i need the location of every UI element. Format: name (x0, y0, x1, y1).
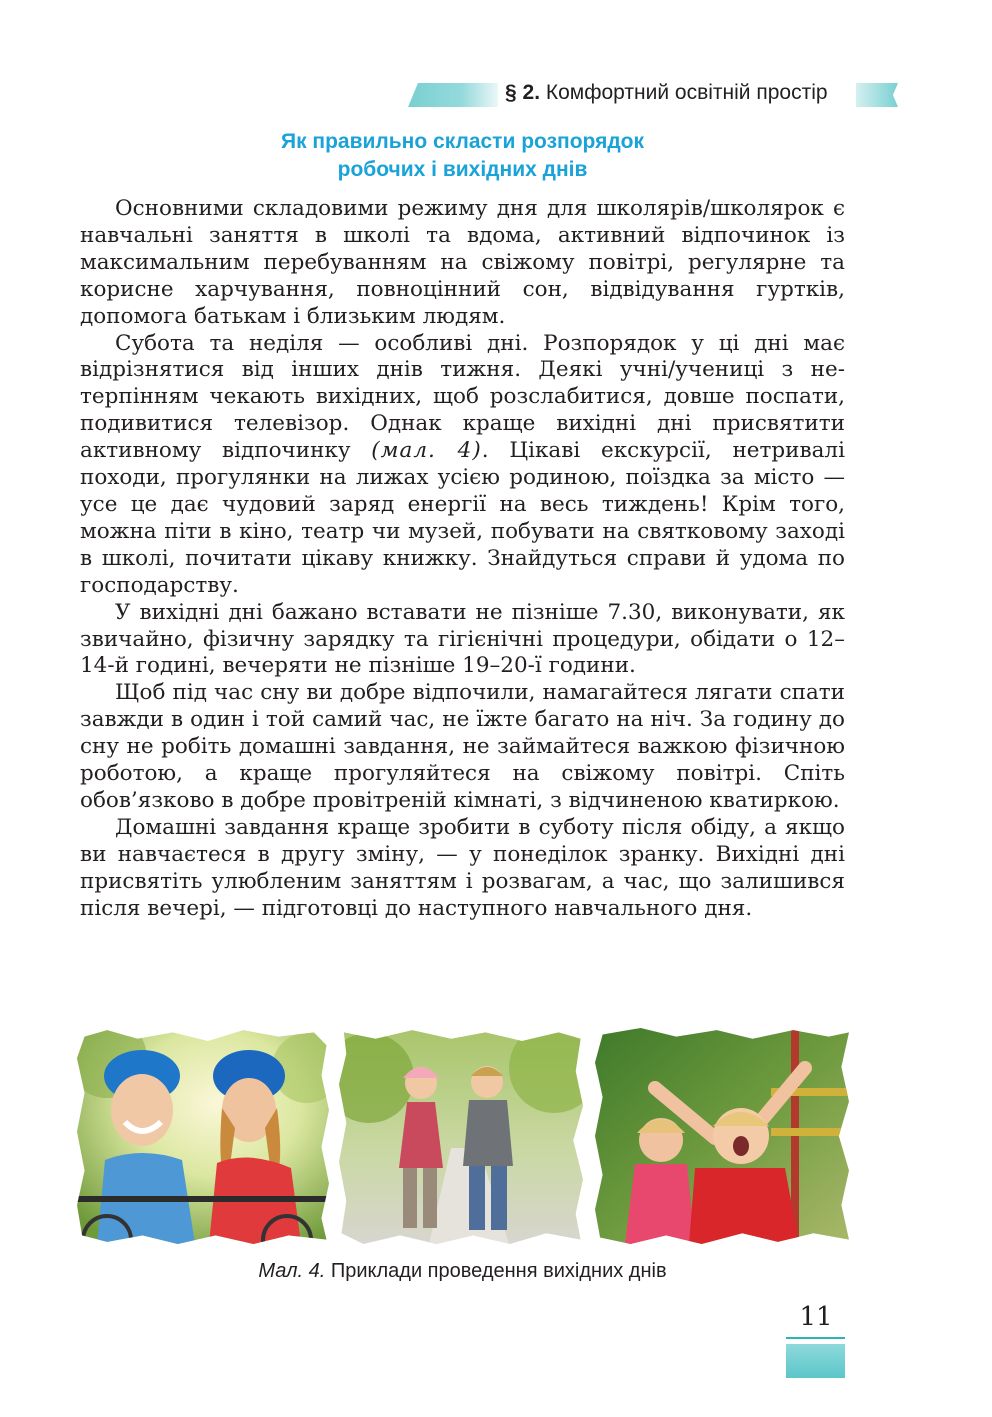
paragraph-2-part-1: Субота та неділя — особливі дні. Розпорядок у ці дні має відрізнятися від інших днів тижня. Деякі учні/учениці з нетерпінням чекають вихідних, щоб розслабитися, довше поспати, подивитися телевізор. Однак краще вихідні дні присвятити активному відпочинку (80, 330, 845, 464)
figure-caption (80, 1260, 845, 1283)
running-header (408, 80, 898, 110)
subsection-title (80, 128, 845, 184)
page-number-decor (786, 1344, 845, 1378)
header-decor-left (408, 83, 498, 107)
body-text (80, 196, 845, 922)
section-title: Комфортний освітній простір (545, 81, 828, 104)
title-line-1: Як правильно скласти розпорядок (280, 130, 645, 153)
paragraph-2-part-2: . Цікаві екскурсії, нетривалі походи, прогулянки на лижах усією родиною, поїздка за місто — усе це дає чудовий заряд енергії на весь тиждень! Крім того, можна піти в кіно, театр чи музей, побувати на святковому заході в школі, почитати цікаву книжку. Знайдуться справи й удома по господарству. (80, 438, 845, 598)
paragraph-1: Основними складовими режиму дня для школярів/школярок є навчальні заняття в школі та вдома, активний відпочинок із максимальним перебуванням на свіжому повітрі, регулярне та корисне харчування, повноцінний сон, відвідування гуртків, допомога батькам і близьким людям. (80, 196, 845, 329)
figure-caption-text: Приклади проведення вихідних днів (330, 1260, 667, 1282)
photo-walking-kids (339, 1028, 583, 1244)
figure-reference: (мал. 4) (371, 438, 482, 464)
figure-label: Мал. 4. (258, 1260, 326, 1282)
paragraph-4: Щоб під час сну ви добре відпочили, намагайтеся лягати спати завжди в один і той самий час, не їжте багато на ніч. За годину до сну не робіть домашні завдання, не займайтеся важкою фізичною роботою, а краще прогуляйтеся на свіжому повітрі. Спіть обов’язково в добре провітреній кімнаті, з відчиненою кватиркою. (80, 680, 845, 813)
page-number: 11 (799, 1302, 833, 1332)
header-text (505, 81, 828, 105)
photo-cycling-kids (77, 1028, 329, 1244)
photo-playground-kids (595, 1028, 849, 1244)
section-number: § 2. (505, 81, 541, 104)
paragraph-2 (80, 331, 845, 600)
paragraph-5: Домашні завдання краще зробити в суботу після обіду, а якщо ви навчаєтеся в другу зміну, — у понеділок зранку. Вихідні дні присвятіть улюбленим заняттям і розвагам, а час, що залишився після вечері, — підготовці до наступного навчального дня. (80, 814, 845, 921)
header-decor-right (856, 83, 898, 107)
paragraph-3: У вихідні дні бажано вставати не пізніше 7.30, виконувати, як звичайно, фізичну зарядку та гігієнічні процедури, обідати о 12–14-й годині, вечеряти не пізніше 19–20-ї години. (80, 599, 845, 679)
figure-photos (77, 1028, 849, 1244)
title-line-2: робочих і вихідних днів (337, 158, 588, 181)
page-number-rule (786, 1337, 845, 1339)
